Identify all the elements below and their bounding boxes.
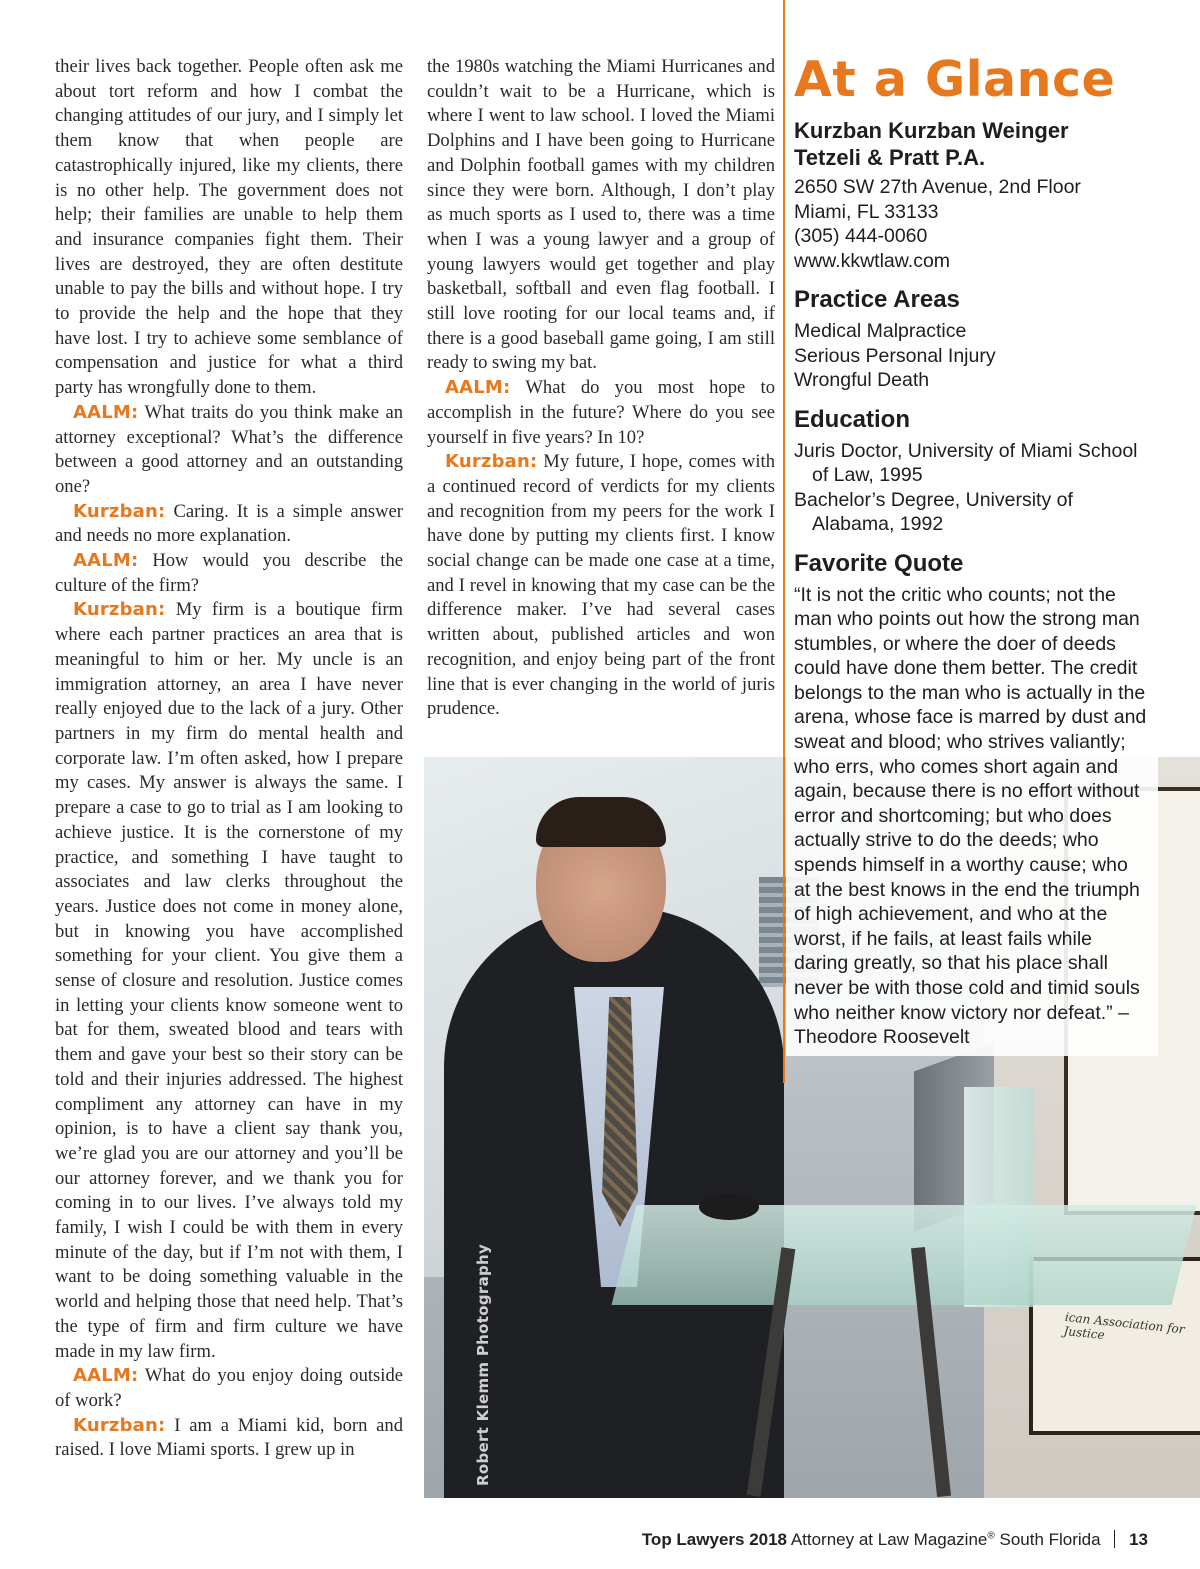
computer-mouse: [699, 1194, 759, 1220]
sidebar-divider: [783, 0, 785, 1083]
page-number: 13: [1129, 1530, 1148, 1549]
page-footer: [642, 1530, 1148, 1550]
answer-text: My firm is a boutique firm where each partner practices an area that is meaningful to him or her. My uncle is an immigration attorney, an area I have never really enjoyed due to the lack of a jury. Other partners in my firm do mental health and corporate law. I’m often asked, how I prepare my cases. My answer is always the same. I prepare a case to go to trial as I am looking to achieve justice. It is the cornerstone of my practice, and something I have taught to associates and law clerks throughout the years. Justice does not come in money alone, but in knowing you have accomplished something for your client. You give them a sense of closure and resolution. Justice comes in letting your clients know someone went to bat for them, sweated blood and tears with them and gave your best so their story can be told and their injuries addressed. The highest compliment any attorney can have in my opinion, is to have a client say thank you, we’re glad you are our attorney and you’ll be our attorney forever, and we thank you for coming in to our lives. I’ve always told my family, I wish I could be with them in every minute of the day, but if I’m not with them, I want to be doing something valuable in the world and helping those that need help. That’s the type of firm and firm culture we have made in my law firm.: [55, 599, 403, 1362]
person-hair: [536, 797, 666, 847]
practice-areas-heading: Practice Areas: [794, 286, 960, 313]
magazine-name: Attorney at Law Magazine: [790, 1530, 988, 1549]
paragraph: their lives back together. People often ask me about tort reform and how I combat the changing attitudes of our jury, and I simply let them know that when people are catastrophically injured, like my clients, there is no other help. The government does not help; their families are unable to help them and insurance companies fight them. Their lives are destroyed, they are often destitute unable to pay the bills and without hope. I try to provide the help and the hope that they have lost. I try to achieve some semblance of compensation and justice for what a third party has wrongfully done to them.: [55, 56, 403, 399]
sidebar-title: At a Glance: [794, 51, 1116, 108]
region-name: South Florida: [999, 1530, 1101, 1549]
answer: [55, 1414, 403, 1463]
question: [55, 401, 403, 500]
question: [55, 549, 403, 598]
answer-text: I am a Miami kid, born and raised. I love Miami sports. I grew up in: [55, 1414, 403, 1461]
question-text: What traits do you think make an attorney exceptional? What’s the difference between a good attorney and an outstanding one?: [55, 401, 403, 497]
sidebar-panel: [786, 52, 1158, 1056]
firm-name: [794, 117, 1158, 171]
practice-area-item: Medical Malpractice: [794, 320, 967, 342]
photo-credit: Robert Klemm Photography: [474, 1243, 492, 1486]
speaker-label: Kurzban:: [73, 1414, 166, 1436]
speaker-label: AALM:: [73, 1365, 139, 1387]
article-column-2: [427, 55, 775, 722]
registered-mark: ®: [987, 1530, 995, 1542]
education-item: Bachelor’s Degree, University of Alabama, 1992: [794, 488, 1073, 535]
speaker-label: Kurzban:: [445, 451, 538, 473]
practice-area-item: Wrongful Death: [794, 369, 930, 391]
firm-name-line-2: Tetzeli & Pratt P.A.: [794, 145, 986, 170]
publication-title: Top Lawyers 2018: [641, 1530, 788, 1549]
firm-name-line-1: Kurzban Kurzban Weinger: [794, 118, 1069, 143]
speaker-label: Kurzban:: [73, 500, 166, 522]
answer-text: Caring. It is a simple answer and needs no more explanation.: [55, 500, 403, 547]
article-column-1: [55, 55, 403, 1463]
answer: [55, 500, 403, 549]
paragraph: the 1980s watching the Miami Hurricanes and couldn’t wait to be a Hurricane, which is where I went to law school. I loved the Miami Dolphins and I have been going to Hurricane and Dolphin football games with my children since they were born. Although, I don’t play as much sports as I used to, there was a time when I was a young lawyer and a group of young lawyers would get together and play basketball, softball and even flag football. I still love rooting for our local teams and, if there is a good baseball game going, I am still ready to swing my bat.: [427, 56, 775, 374]
speaker-label: AALM:: [73, 401, 139, 423]
glass-desk: [612, 1205, 1197, 1305]
at-a-glance-sidebar: [786, 52, 1158, 1056]
phone-number: (305) 444-0060: [794, 225, 928, 247]
question: [427, 376, 775, 450]
question-text: What do you enjoy doing outside of work?: [55, 1365, 403, 1411]
question: [55, 1364, 403, 1413]
favorite-quote-heading: Favorite Quote: [794, 549, 964, 577]
question-text: What do you most hope to accomplish in the future? Where do you see yourself in five years? In 10?: [427, 377, 775, 448]
speaker-label: AALM:: [445, 377, 511, 399]
answer: [55, 598, 403, 1364]
footer-separator: [1114, 1530, 1115, 1548]
speaker-label: AALM:: [73, 550, 139, 572]
speaker-label: Kurzban:: [73, 599, 166, 621]
answer: [427, 450, 775, 722]
certificate-text: ican Association for Justice: [1062, 1309, 1186, 1343]
answer-text: My future, I hope, comes with a continued record of verdicts for my clients and recognition from my peers for the work I have done by putting my clients first. I know social change can be made one case at a time, and I revel in knowing that my case can be the difference maker. I’ve had several cases written about, published articles and won recognition, and enjoy being part of the front line that is ever changing in the world of juris prudence.: [427, 451, 775, 720]
education-item: Juris Doctor, University of Miami School of Law, 1995: [794, 439, 1138, 486]
address-line-2: Miami, FL 33133: [794, 200, 939, 223]
education-heading: Education: [794, 405, 911, 433]
website-link[interactable]: www.kkwtlaw.com: [794, 249, 951, 272]
favorite-quote-text: “It is not the critic who counts; not the man who points out how the strong man stumbles, or where the doer of deeds could have done them better. The credit belongs to the man who is actually in the arena, whose face is marred by dust and sweat and blood; who strives valiantly; who errs, who comes short again and again, because there is no effort without error and shortcoming; but who does actually strive to do the deeds; who spends himself in a worthy cause; who at the best knows in the end the triumph of high achievement, and who at the worst, if he fails, at least fails while daring greatly, so that his place shall never be with those cold and timid souls who neither know victory nor defeat.” – Theodore Roosevelt: [794, 583, 1147, 1049]
practice-area-item: Serious Personal Injury: [794, 344, 996, 367]
question-text: How would you describe the culture of the firm?: [55, 550, 403, 596]
address-line-1: 2650 SW 27th Avenue, 2nd Floor: [794, 176, 1081, 198]
